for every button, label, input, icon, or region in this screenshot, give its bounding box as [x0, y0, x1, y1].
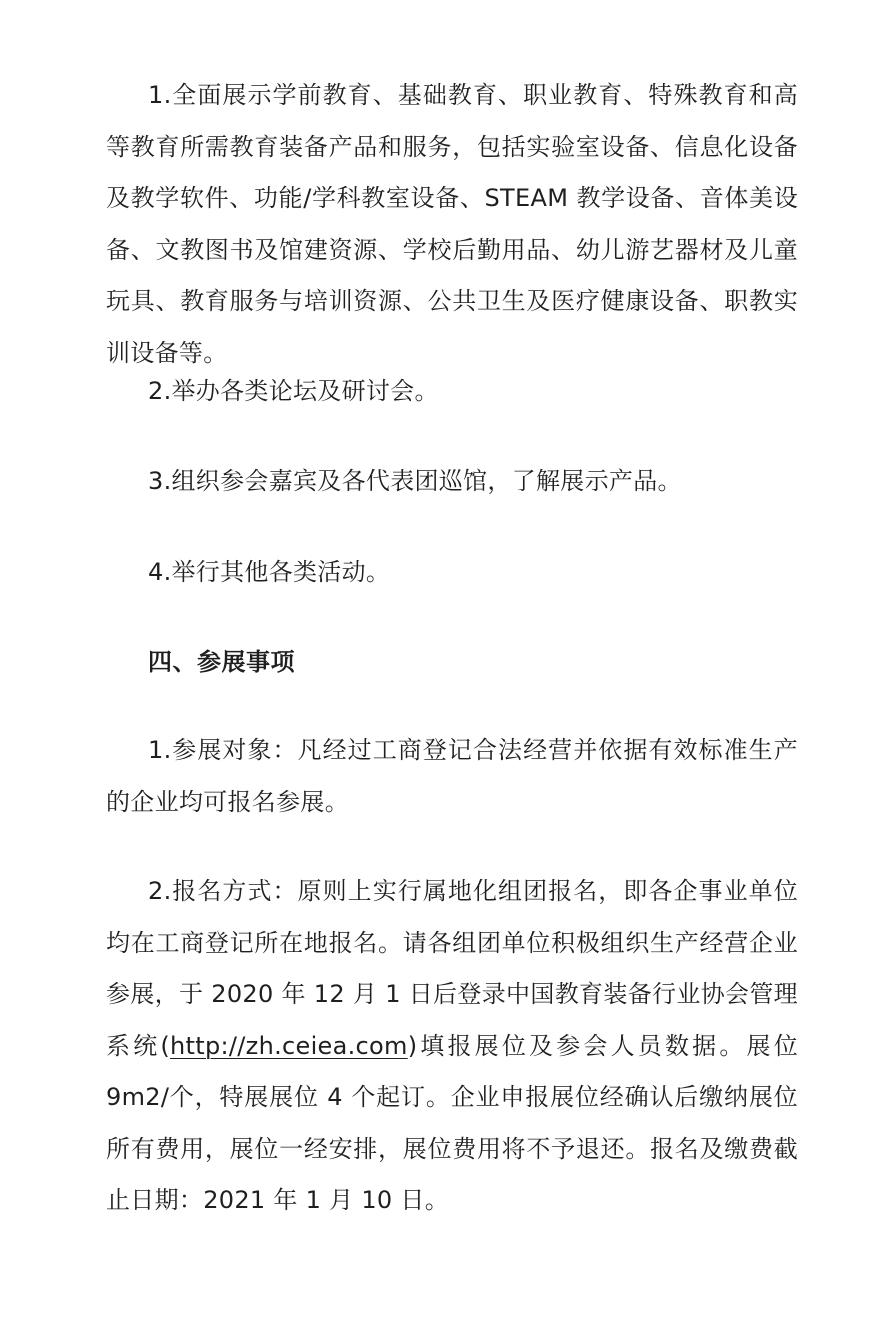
exhibit-scope-paragraph: 1.全面展示学前教育、基础教育、职业教育、特殊教育和高等教育所需教育装备产品和服务，包括实验室设备、信息化设备及教学软件、功能/学科教室设备、STEAM 教学设备、音体美设备、文教图书及馆建资源、学校后勤用品、幼儿游艺器材及儿童玩具、教育服务与培训资源、公共卫生及医疗健康设备、职教实训设备等。 — [106, 81, 798, 367]
registration-text-start: 2.报名方式：原则上实行属地化组团报名，即各企事业单位均在工商登记所在地报名。请各组团单位积极组织生产经营企业参展，于 2020 年 12 月 1 日后登录中国教育装备行业协会管理系统( — [106, 877, 798, 1060]
registration-text-end: )填报展位及参会人员数据。展位 9m2/个，特展展位 4 个起订。企业申报展位经确认后缴纳展位所有费用，展位一经安排，展位费用将不予退还。报名及缴费截止日期：2021 年 1 月 10 日。 — [106, 1031, 798, 1214]
tour-paragraph: 3.组织参会嘉宾及各代表团巡馆，了解展示产品。 — [148, 467, 682, 495]
registration-method-paragraph — [106, 866, 798, 1227]
management-system-link[interactable]: http://zh.ceiea.com — [170, 1031, 408, 1060]
forum-paragraph: 2.举办各类论坛及研讨会。 — [148, 377, 439, 405]
exhibitor-eligibility-paragraph: 1.参展对象：凡经过工商登记合法经营并依据有效标准生产的企业均可报名参展。 — [106, 736, 798, 816]
other-activities-paragraph: 4.举行其他各类活动。 — [148, 558, 391, 586]
section-heading-exhibition-matters: 四、参展事项 — [148, 648, 295, 676]
